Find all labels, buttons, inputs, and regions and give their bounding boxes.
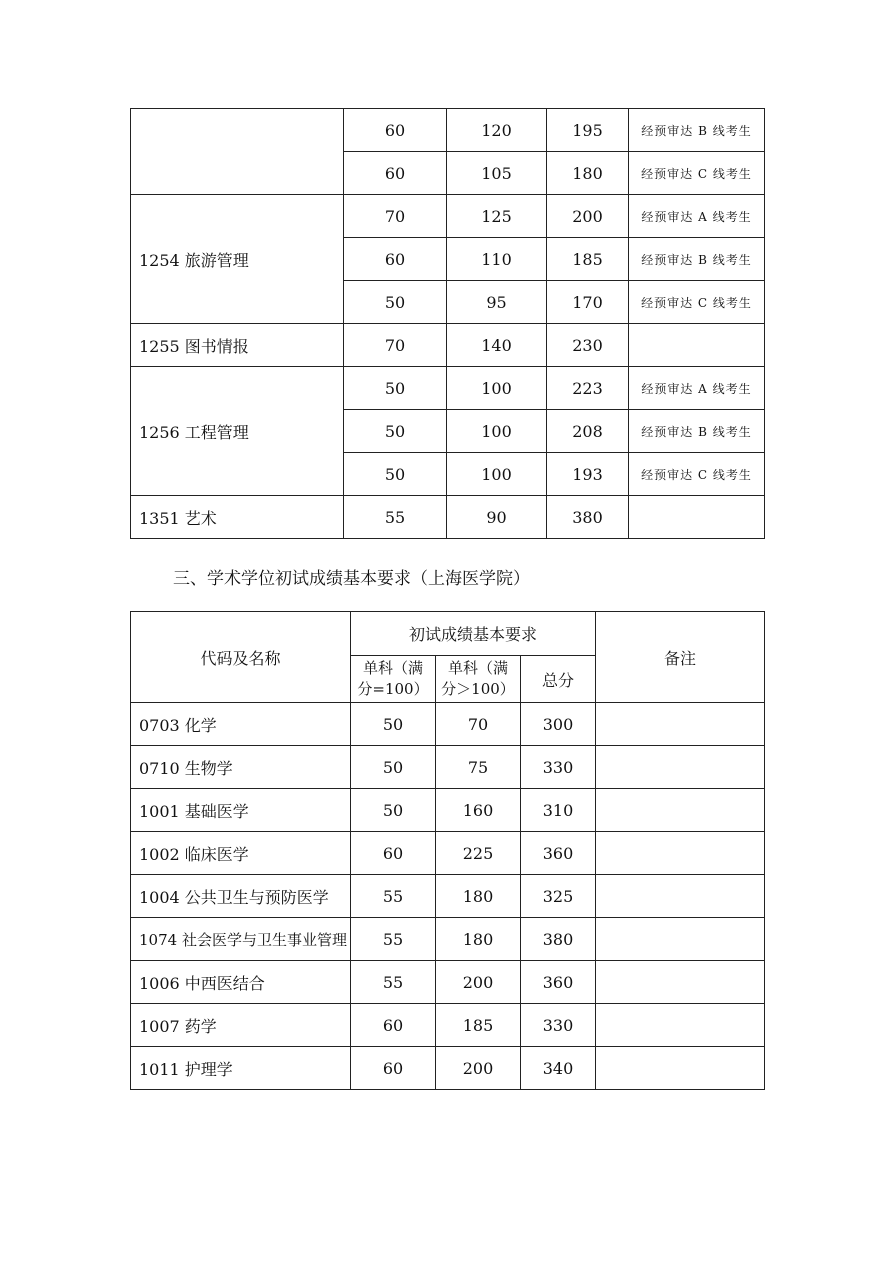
- total-score-cell: 300: [521, 703, 596, 746]
- program-cell: 1256 工程管理: [131, 367, 344, 496]
- single-subject-over100-cell: 100: [447, 453, 547, 496]
- remark-cell: 经预审达 A 线考生: [629, 195, 765, 238]
- remark-cell: [596, 918, 765, 961]
- total-score-cell: 180: [547, 152, 629, 195]
- remark-cell: 经预审达 C 线考生: [629, 281, 765, 324]
- total-score-cell: 223: [547, 367, 629, 410]
- table-row: [131, 703, 765, 746]
- total-score-cell: 200: [547, 195, 629, 238]
- requirements-group-header: 初试成绩基本要求: [351, 612, 596, 656]
- total-score-cell: 185: [547, 238, 629, 281]
- table-row: [131, 109, 765, 152]
- table-row: [131, 324, 765, 367]
- single-subject-over100-cell: 200: [436, 961, 521, 1004]
- single-subject-over100-cell: 105: [447, 152, 547, 195]
- single-subject-100-cell: 50: [344, 367, 447, 410]
- total-score-cell: 230: [547, 324, 629, 367]
- single-subject-over100-cell: 185: [436, 1004, 521, 1047]
- single-subject-over100-cell: 110: [447, 238, 547, 281]
- program-cell: 0703 化学: [131, 703, 351, 746]
- single-subject-100-cell: 60: [344, 152, 447, 195]
- header-line: 单科（满: [362, 659, 423, 677]
- remark-cell: [596, 961, 765, 1004]
- remark-cell: [596, 875, 765, 918]
- score-table-continued: [130, 108, 765, 539]
- remark-cell: [596, 1047, 765, 1090]
- single-subject-over100-cell: 120: [447, 109, 547, 152]
- total-score-cell: 380: [521, 918, 596, 961]
- table-row: [131, 1004, 765, 1047]
- section-title: 三、学术学位初试成绩基本要求（上海医学院）: [173, 569, 530, 589]
- program-cell: 1254 旅游管理: [131, 195, 344, 324]
- single-subject-over100-cell: 75: [436, 746, 521, 789]
- single-subject-100-cell: 50: [344, 453, 447, 496]
- total-score-cell: 195: [547, 109, 629, 152]
- total-score-cell: 360: [521, 961, 596, 1004]
- header-row: [131, 612, 765, 656]
- remark-cell: [596, 1004, 765, 1047]
- single-subject-100-cell: 60: [351, 832, 436, 875]
- total-score-cell: 360: [521, 832, 596, 875]
- total-score-cell: 325: [521, 875, 596, 918]
- total-score-cell: 310: [521, 789, 596, 832]
- table-row: [131, 875, 765, 918]
- single-subject-over100-cell: 95: [447, 281, 547, 324]
- single-subject-over100-cell: 90: [447, 496, 547, 539]
- total-score-cell: 170: [547, 281, 629, 324]
- single-subject-100-cell: 60: [351, 1047, 436, 1090]
- remark-cell: 经预审达 B 线考生: [629, 109, 765, 152]
- single-subject-over100-cell: 100: [447, 410, 547, 453]
- score-table-medical: [130, 611, 765, 1090]
- single-subject-100-header: [351, 656, 436, 703]
- remark-cell: 经预审达 C 线考生: [629, 453, 765, 496]
- total-score-cell: 340: [521, 1047, 596, 1090]
- program-cell: 1006 中西医结合: [131, 961, 351, 1004]
- single-subject-100-cell: 70: [344, 324, 447, 367]
- total-header: 总分: [521, 656, 596, 703]
- table-row: [131, 789, 765, 832]
- table-row: [131, 195, 765, 238]
- remark-cell: 经预审达 B 线考生: [629, 238, 765, 281]
- single-subject-100-cell: 55: [344, 496, 447, 539]
- table-row: [131, 367, 765, 410]
- single-subject-100-cell: 60: [344, 238, 447, 281]
- program-cell: 0710 生物学: [131, 746, 351, 789]
- program-cell: 1002 临床医学: [131, 832, 351, 875]
- table-row: [131, 746, 765, 789]
- single-subject-100-cell: 50: [351, 703, 436, 746]
- table-row: [131, 832, 765, 875]
- single-subject-100-cell: 55: [351, 961, 436, 1004]
- total-score-cell: 330: [521, 746, 596, 789]
- program-cell: 1004 公共卫生与预防医学: [131, 875, 351, 918]
- remark-cell: [629, 496, 765, 539]
- program-cell: 1255 图书情报: [131, 324, 344, 367]
- single-subject-100-cell: 50: [344, 281, 447, 324]
- single-subject-over100-cell: 125: [447, 195, 547, 238]
- single-subject-100-cell: 60: [344, 109, 447, 152]
- single-subject-over100-cell: 225: [436, 832, 521, 875]
- remark-cell: [596, 789, 765, 832]
- single-subject-over100-cell: 70: [436, 703, 521, 746]
- single-subject-100-cell: 55: [351, 918, 436, 961]
- remark-cell: 经预审达 B 线考生: [629, 410, 765, 453]
- header-line: 单科（满: [447, 659, 508, 677]
- single-subject-100-cell: 50: [351, 789, 436, 832]
- table-row: [131, 1047, 765, 1090]
- remark-cell: [629, 324, 765, 367]
- remark-cell: [596, 703, 765, 746]
- single-subject-100-cell: 50: [351, 746, 436, 789]
- total-score-cell: 193: [547, 453, 629, 496]
- program-cell: 1011 护理学: [131, 1047, 351, 1090]
- table-row: [131, 496, 765, 539]
- program-cell: [131, 109, 344, 195]
- single-subject-100-cell: 50: [344, 410, 447, 453]
- program-cell: 1007 药学: [131, 1004, 351, 1047]
- single-subject-over100-cell: 160: [436, 789, 521, 832]
- total-score-cell: 330: [521, 1004, 596, 1047]
- remark-cell: [596, 832, 765, 875]
- total-score-cell: 380: [547, 496, 629, 539]
- header-line: 分＞100）: [441, 680, 515, 698]
- remark-header: 备注: [596, 612, 765, 703]
- remark-cell: 经预审达 C 线考生: [629, 152, 765, 195]
- single-subject-100-cell: 60: [351, 1004, 436, 1047]
- single-subject-over100-cell: 180: [436, 918, 521, 961]
- table-row: [131, 961, 765, 1004]
- remark-cell: 经预审达 A 线考生: [629, 367, 765, 410]
- single-subject-100-cell: 70: [344, 195, 447, 238]
- single-subject-over100-cell: 100: [447, 367, 547, 410]
- program-cell: 1351 艺术: [131, 496, 344, 539]
- single-subject-100-cell: 55: [351, 875, 436, 918]
- program-cell: 1074 社会医学与卫生事业管理: [131, 918, 351, 961]
- single-subject-over100-header: [436, 656, 521, 703]
- single-subject-over100-cell: 180: [436, 875, 521, 918]
- remark-cell: [596, 746, 765, 789]
- header-line: 分=100）: [357, 680, 429, 698]
- single-subject-over100-cell: 140: [447, 324, 547, 367]
- table-row: [131, 918, 765, 961]
- code-name-header: 代码及名称: [131, 612, 351, 703]
- single-subject-over100-cell: 200: [436, 1047, 521, 1090]
- program-cell: 1001 基础医学: [131, 789, 351, 832]
- total-score-cell: 208: [547, 410, 629, 453]
